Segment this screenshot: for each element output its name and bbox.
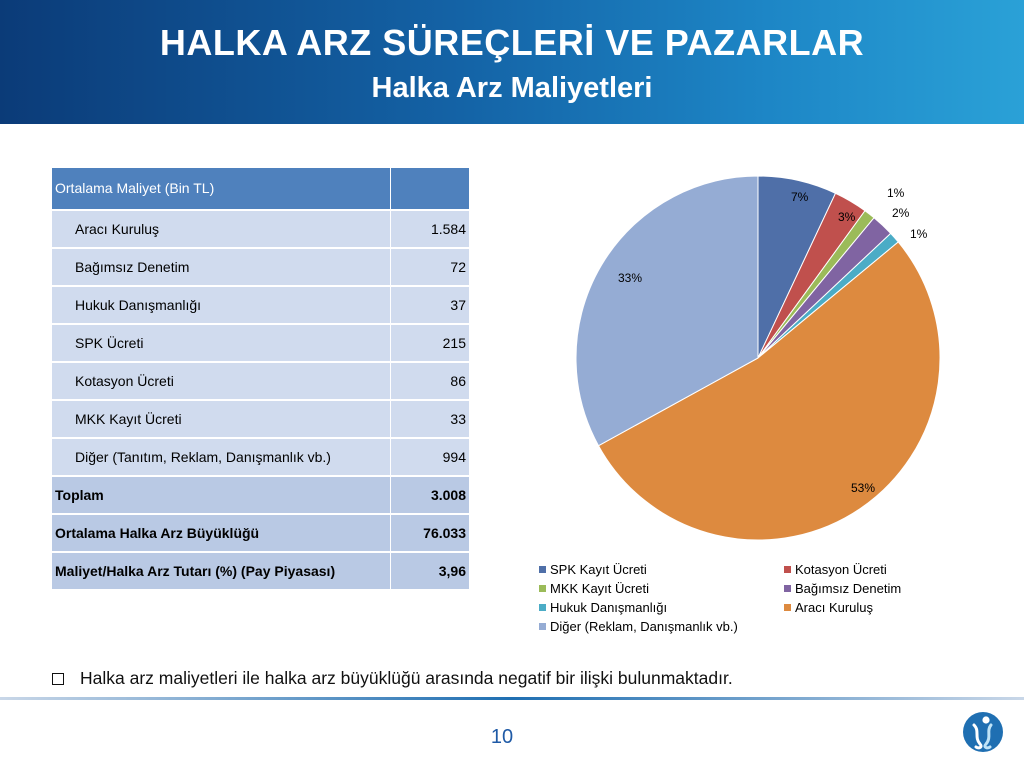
legend-item: MKK Kayıt Ücreti: [550, 581, 649, 596]
table-row: [52, 248, 470, 286]
slide-subtitle: Halka Arz Maliyetleri: [371, 72, 653, 104]
row-label: Diğer (Tanıtım, Reklam, Danışmanlık vb.): [52, 438, 391, 476]
table-row: [52, 286, 470, 324]
table-row: [52, 400, 470, 438]
table-row: [52, 438, 470, 476]
legend-swatch: [784, 566, 791, 573]
legend-swatch: [539, 604, 546, 611]
row-value: 33: [391, 400, 470, 438]
legend-swatch: [784, 604, 791, 611]
legend-item: Aracı Kuruluş: [795, 600, 874, 615]
table-header-row: [52, 168, 470, 210]
pie-data-label: 53%: [851, 481, 876, 495]
footer-note-text: Halka arz maliyetleri ile halka arz büyüklüğü arasında negatif bir ilişki bulunmaktadır.: [80, 668, 733, 688]
table-header-label: Ortalama Maliyet (Bin TL): [52, 168, 391, 210]
row-value: 72: [391, 248, 470, 286]
row-value: 1.584: [391, 210, 470, 248]
table-header-value: [391, 168, 470, 210]
table-row: [52, 210, 470, 248]
checkbox-bullet-icon: [52, 673, 64, 685]
row-label: Hukuk Danışmanlığı: [52, 286, 391, 324]
total-value: 3.008: [391, 476, 470, 514]
total-label: Maliyet/Halka Arz Tutarı (%) (Pay Piyasası): [52, 552, 391, 590]
slide-header: [0, 0, 1024, 124]
legend-swatch: [539, 585, 546, 592]
row-label: Aracı Kuruluş: [52, 210, 391, 248]
row-label: MKK Kayıt Ücreti: [52, 400, 391, 438]
legend-swatch: [539, 623, 546, 630]
table-row: [52, 324, 470, 362]
table-total-row: [52, 476, 470, 514]
pie-data-label: 7%: [791, 190, 809, 204]
total-value: 76.033: [391, 514, 470, 552]
legend-item: Kotasyon Ücreti: [795, 562, 887, 577]
row-label: Bağımsız Denetim: [52, 248, 391, 286]
row-value: 215: [391, 324, 470, 362]
footer-divider: [0, 697, 1024, 700]
table-row: [52, 362, 470, 400]
table-total-row: [52, 552, 470, 590]
pie-data-label: 3%: [838, 210, 856, 224]
cost-table: [51, 167, 470, 591]
pie-data-label: 1%: [910, 227, 928, 241]
legend-item: Bağımsız Denetim: [795, 581, 902, 596]
row-label: SPK Ücreti: [52, 324, 391, 362]
row-label: Kotasyon Ücreti: [52, 362, 391, 400]
total-label: Ortalama Halka Arz Büyüklüğü: [52, 514, 391, 552]
pie-chart: [520, 160, 1000, 650]
legend-item: Hukuk Danışmanlığı: [550, 600, 668, 615]
row-value: 994: [391, 438, 470, 476]
table-total-row: [52, 514, 470, 552]
total-value: 3,96: [391, 552, 470, 590]
slide-title: HALKA ARZ SÜREÇLERİ VE PAZARLAR: [159, 22, 865, 63]
legend-swatch: [539, 566, 546, 573]
row-value: 86: [391, 362, 470, 400]
pie-data-label: 1%: [887, 186, 905, 200]
page-number: 10: [490, 726, 514, 748]
legend-item: SPK Kayıt Ücreti: [550, 562, 647, 577]
pie-data-label: 33%: [618, 271, 643, 285]
logo-icon: [962, 711, 1004, 753]
legend-item: Diğer (Reklam, Danışmanlık vb.): [550, 619, 738, 634]
footer-note: [52, 668, 733, 689]
row-value: 37: [391, 286, 470, 324]
total-label: Toplam: [52, 476, 391, 514]
pie-data-label: 2%: [892, 206, 910, 220]
legend-swatch: [784, 585, 791, 592]
